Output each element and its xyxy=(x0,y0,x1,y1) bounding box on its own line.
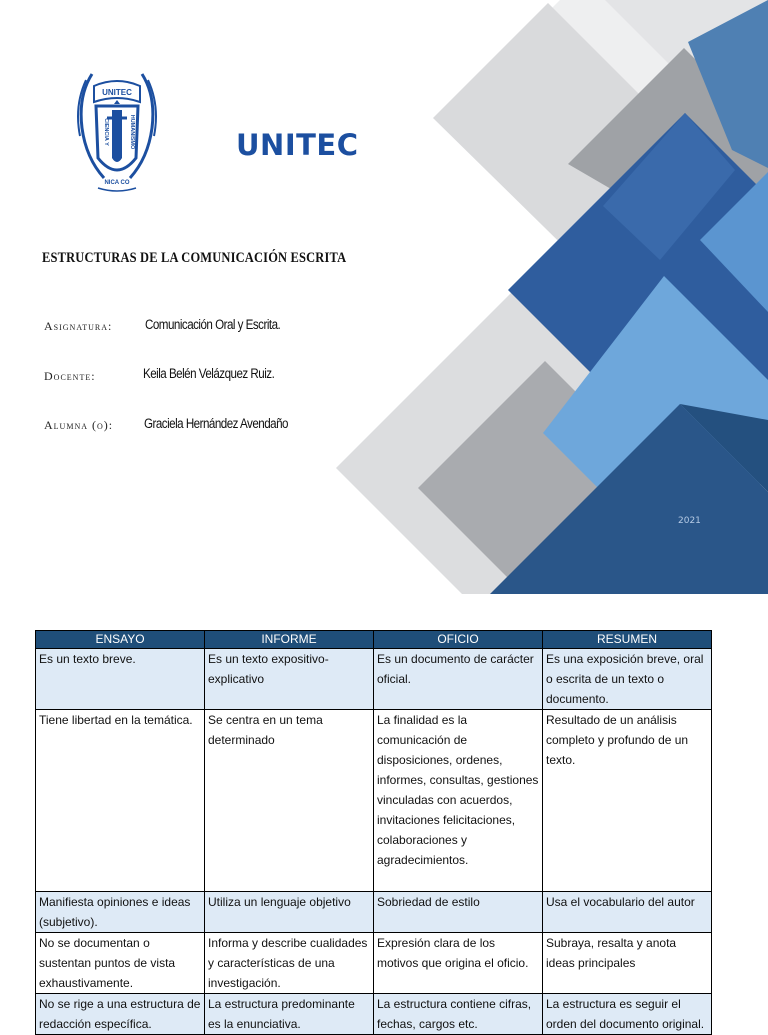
unitec-seal-logo xyxy=(74,66,160,196)
table-cell: Resultado de un análisis completo y profundo de un texto. xyxy=(543,710,712,892)
table-cell: Expresión clara de los motivos que origina el oficio. xyxy=(374,933,543,994)
svg-text:NICA CO: NICA CO xyxy=(104,180,130,186)
table-cell: No se documentan o sustentan puntos de vista exhaustivamente. xyxy=(36,933,205,994)
table-cell: La estructura contiene cifras, fechas, cargos etc. xyxy=(374,994,543,1035)
table-cell: Sobriedad de estilo xyxy=(374,892,543,933)
table-row xyxy=(36,892,712,933)
table-cell: Usa el vocabulario del autor xyxy=(543,892,712,933)
table-row xyxy=(36,933,712,994)
table-row xyxy=(36,994,712,1035)
table-header-row xyxy=(36,631,712,649)
teacher-label: Docente: xyxy=(44,369,96,383)
table-cell: Se centra en un tema determinado xyxy=(205,710,374,892)
table-cell: Es un texto breve. xyxy=(36,649,205,710)
table-cell: Informa y describe cualidades y características de una investigación. xyxy=(205,933,374,994)
document-title: ESTRUCTURAS DE LA COMUNICACIÓN ESCRITA xyxy=(42,250,347,266)
table-cell: La estructura es seguir el orden del documento original. xyxy=(543,994,712,1035)
table-cell: La estructura predominante es la enunciativa. xyxy=(205,994,374,1035)
table-row xyxy=(36,710,712,892)
subject-label: Asignatura: xyxy=(44,319,113,333)
table-cell: Es un documento de carácter oficial. xyxy=(374,649,543,710)
year-label: 2021 xyxy=(678,516,701,526)
table-cell: Manifiesta opiniones e ideas (subjetivo). xyxy=(36,892,205,933)
brand-name: UNITEC xyxy=(236,128,359,162)
table-cell: Es un texto expositivo-explicativo xyxy=(205,649,374,710)
subject-value: Comunicación Oral y Escrita. xyxy=(145,317,281,332)
svg-text:CIENCIA Y: CIENCIA Y xyxy=(103,118,109,146)
svg-text:HUMANISMO: HUMANISMO xyxy=(129,114,135,150)
header-informe: INFORME xyxy=(205,631,374,649)
table-row xyxy=(36,649,712,710)
table-cell: Utiliza un lenguaje objetivo xyxy=(205,892,374,933)
header-oficio: OFICIO xyxy=(374,631,543,649)
table-cell: Es una exposición breve, oral o escrita de un texto o documento. xyxy=(543,649,712,710)
table-cell: Tiene libertad en la temática. xyxy=(36,710,205,892)
header-ensayo: ENSAYO xyxy=(36,631,205,649)
comparison-table xyxy=(35,630,712,1035)
student-value: Graciela Hernández Avendaño xyxy=(144,416,288,431)
student-label: Alumna (o): xyxy=(44,418,114,432)
table-cell: No se rige a una estructura de redacción específica. xyxy=(36,994,205,1035)
svg-text:UNITEC: UNITEC xyxy=(102,88,132,97)
table-cell: La finalidad es la comunicación de disposiciones, ordenes, informes, consultas, gestiones vinculadas con acuerdos, invitaciones felicitaciones, colaboraciones y agradecimientos. xyxy=(374,710,543,892)
comparison-table-container xyxy=(35,630,711,1035)
header-resumen: RESUMEN xyxy=(543,631,712,649)
teacher-value: Keila Belén Velázquez Ruiz. xyxy=(143,366,275,381)
table-cell: Subraya, resalta y anota ideas principales xyxy=(543,933,712,994)
